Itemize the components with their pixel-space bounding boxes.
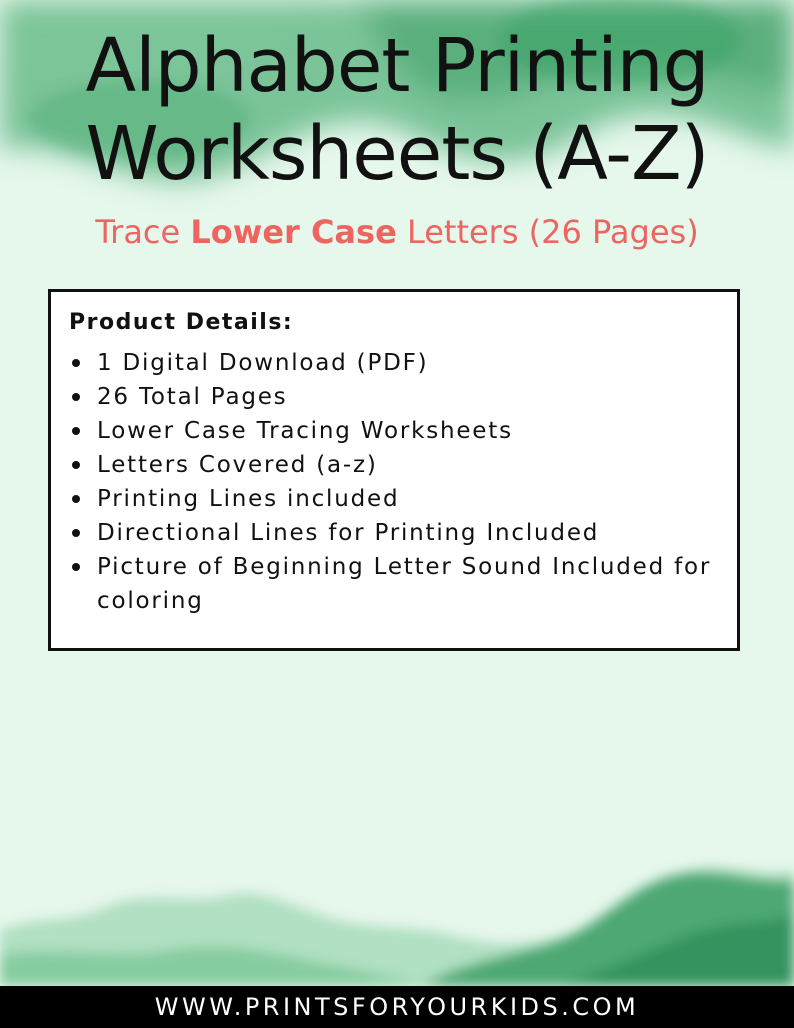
subtitle-suffix: Letters (26 Pages) bbox=[396, 213, 699, 251]
list-item bbox=[69, 482, 719, 516]
product-details-box bbox=[48, 289, 740, 651]
product-details-list bbox=[69, 346, 719, 618]
list-item bbox=[69, 550, 719, 618]
list-item-text: 26 Total Pages bbox=[97, 384, 288, 410]
product-details-heading: Product Details: bbox=[69, 310, 294, 335]
bullet-icon bbox=[72, 427, 80, 435]
list-item bbox=[69, 414, 719, 448]
bullet-icon bbox=[72, 495, 80, 503]
list-item-text: 1 Digital Download (PDF) bbox=[97, 350, 429, 376]
title-line-1: Alphabet Printing bbox=[85, 23, 709, 109]
list-item-text: Letters Covered (a-z) bbox=[97, 452, 378, 478]
list-item-text: Directional Lines for Printing Included bbox=[97, 520, 600, 546]
list-item-text: Picture of Beginning Letter Sound Included for coloring bbox=[97, 554, 712, 614]
list-item bbox=[69, 448, 719, 482]
list-item-text: Lower Case Tracing Worksheets bbox=[97, 418, 513, 444]
subtitle-prefix: Trace bbox=[95, 213, 191, 251]
bullet-icon bbox=[72, 393, 80, 401]
bullet-icon bbox=[72, 529, 80, 537]
bottom-watercolor-hills bbox=[0, 867, 794, 986]
bullet-icon bbox=[72, 461, 80, 469]
footer-website[interactable]: WWW.PRINTSFORYOURKIDS.COM bbox=[0, 986, 794, 1028]
page-title bbox=[0, 22, 794, 198]
list-item bbox=[69, 380, 719, 414]
bullet-icon bbox=[72, 563, 80, 571]
subtitle-emphasis: Lower Case bbox=[190, 213, 397, 251]
list-item-text: Printing Lines included bbox=[97, 486, 400, 512]
list-item bbox=[69, 516, 719, 550]
bullet-icon bbox=[72, 359, 80, 367]
list-item bbox=[69, 346, 719, 380]
subtitle bbox=[0, 212, 794, 252]
title-line-2: Worksheets (A-Z) bbox=[85, 111, 709, 197]
